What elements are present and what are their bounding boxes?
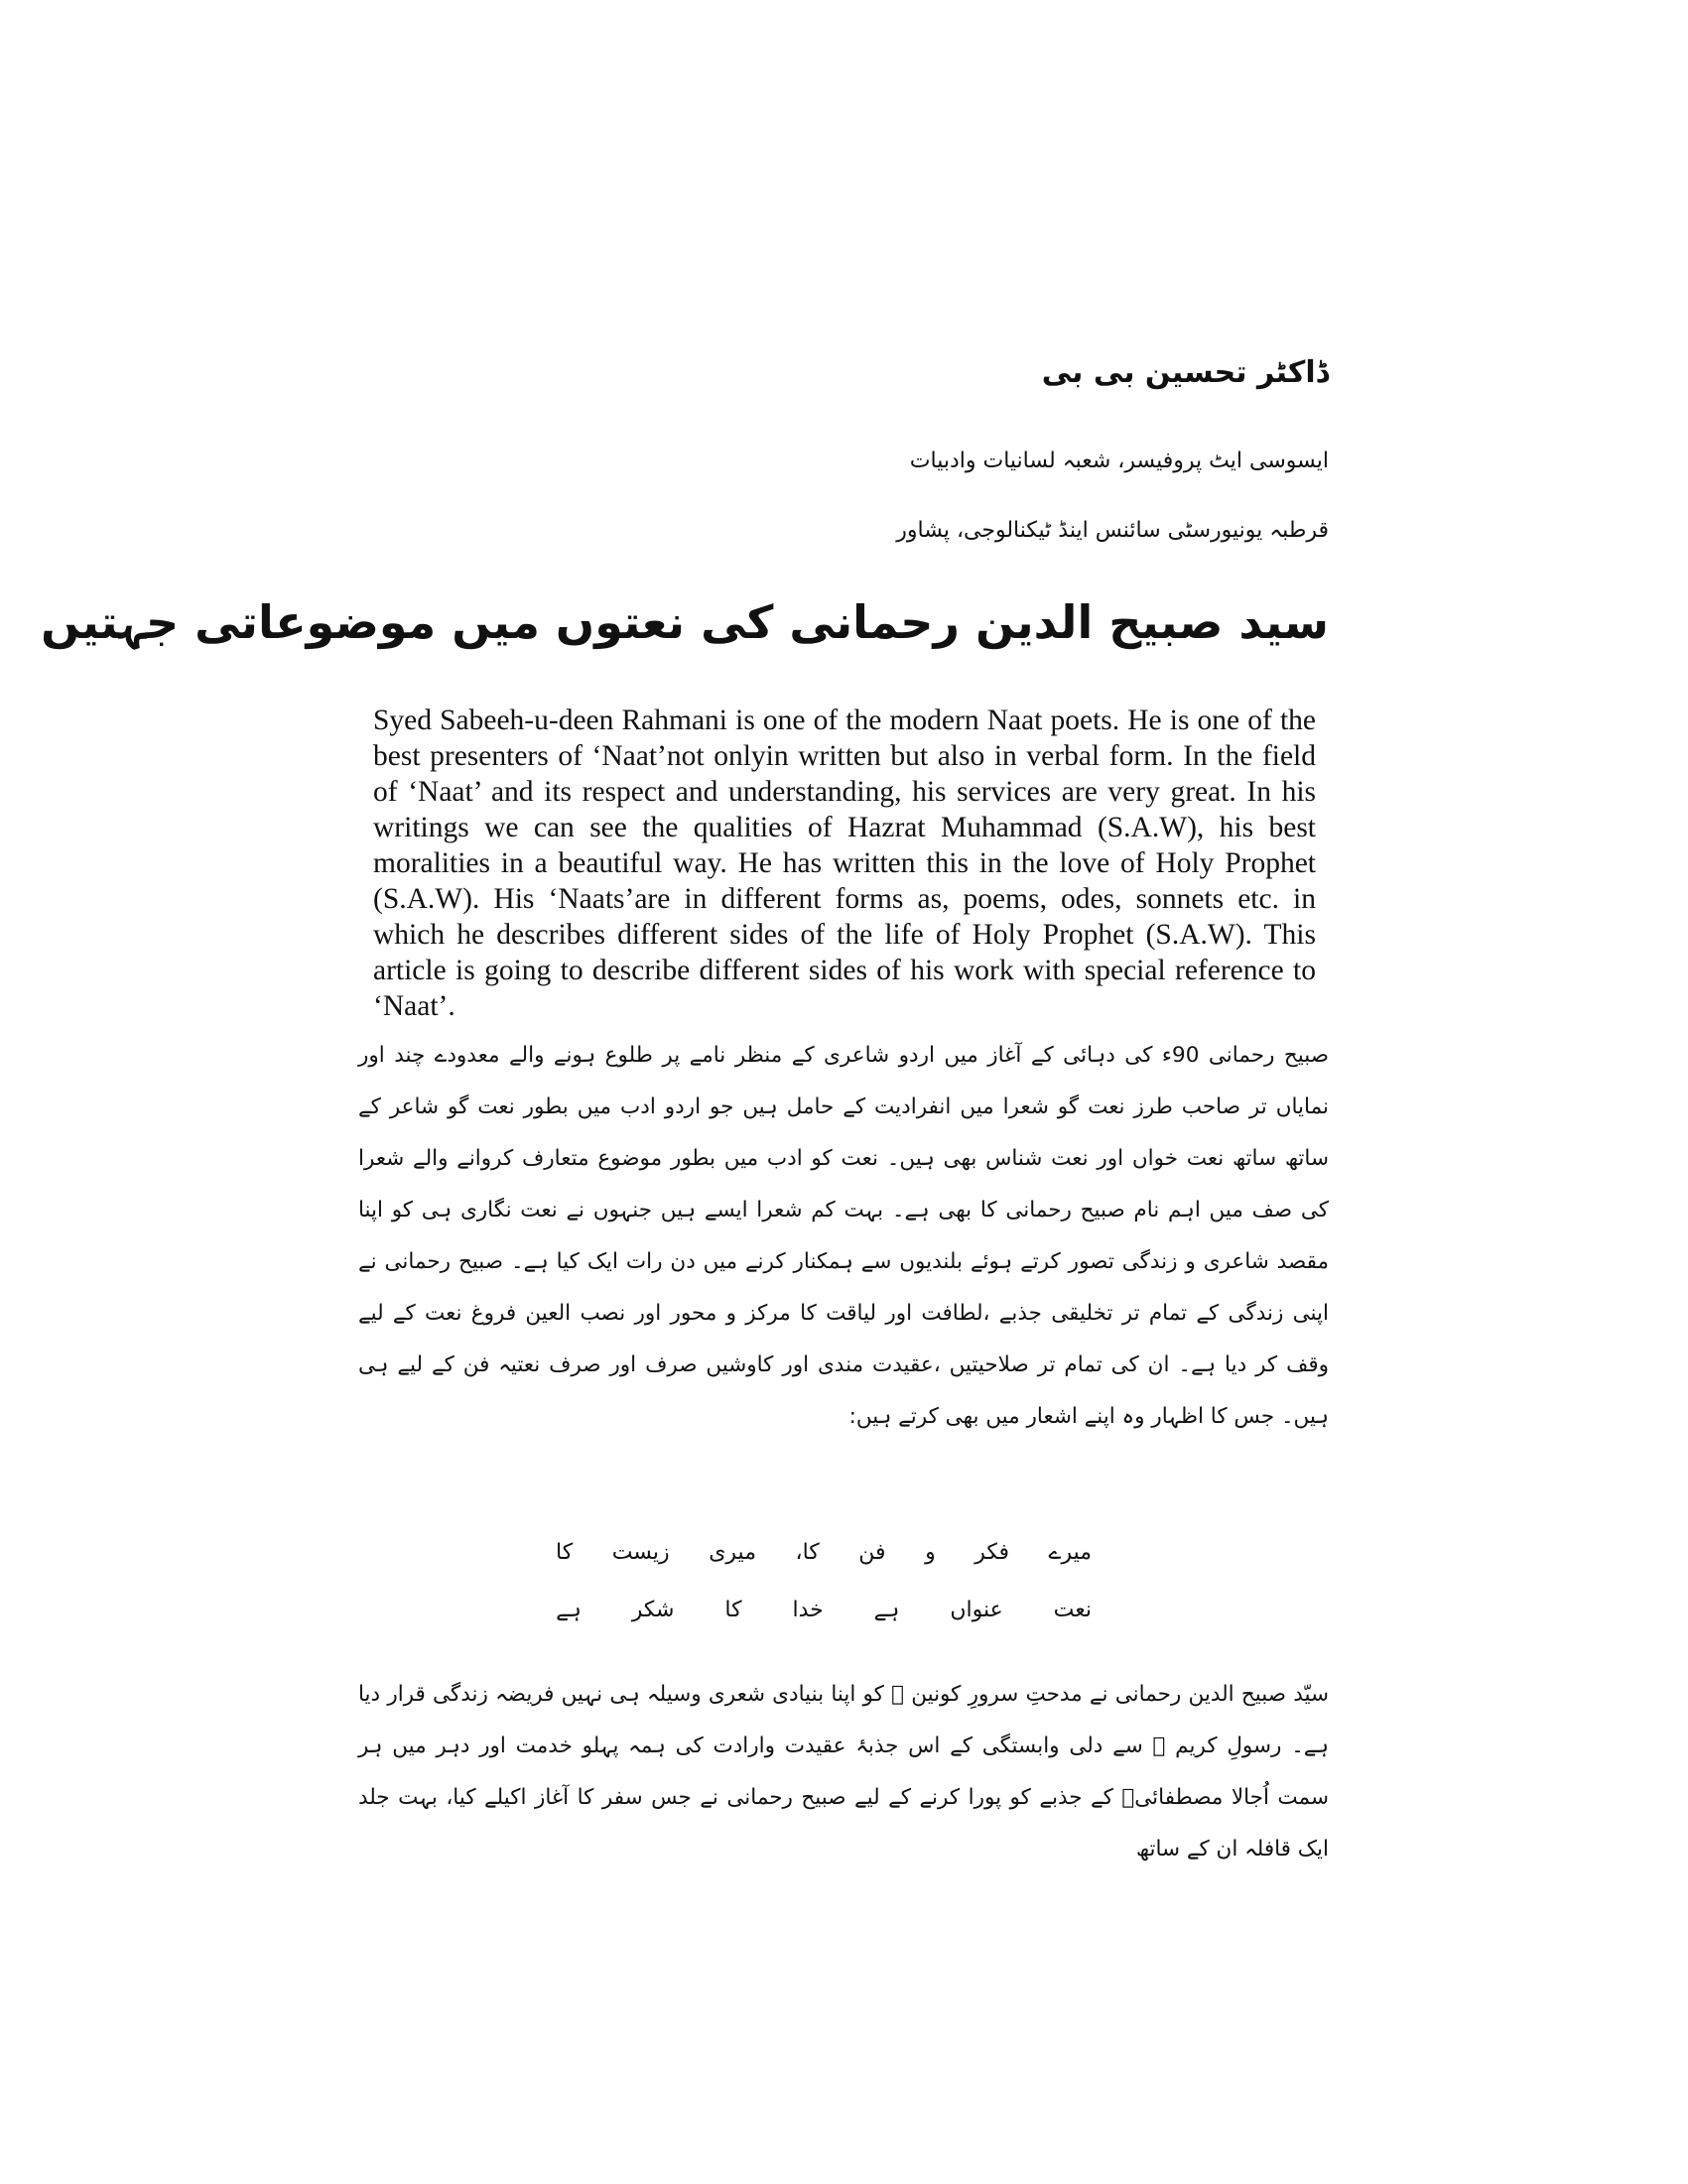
verse-word: فکر — [974, 1540, 1010, 1565]
verse-word: کا — [724, 1598, 742, 1622]
verse-word: خدا — [792, 1598, 824, 1622]
author-institution: قرطبہ یونیورسٹی سائنس اینڈ ٹیکنالوجی، پشاور — [896, 518, 1329, 543]
body-paragraph-1: صبیح رحمانی 90ء کی دہائی کے آغاز میں اردو شاعری کے منظر نامے پر طلوع ہونے والے معدودے چند اور نمایاں تر صاحب طرز نعت گو شعرا میں انفرادیت کے حامل ہیں جو اردو ادب میں بطور نعت گو شاعر کے ساتھ ساتھ نعت خواں اور نعت شناس بھی ہیں۔ نعت کو ادب میں بطور موضوع متعارف کروانے والے شعرا کی صف میں اہم نام صبیح رحمانی کا بھی ہے۔ بہت کم شعرا ایسے ہیں جنہوں نے نعت نگاری ہی کو اپنا مقصد شاعری و زندگی تصور کرتے ہوئے بلندیوں سے ہمکنار کرنے میں دن رات ایک کیا ہے۔ صبیح رحمانی نے اپنی زندگی کے تمام تر تخلیقی جذبے ،لطافت اور لیاقت کا مرکز و محور اور نصب العین فروغ نعت کے لیے وقف کر دیا ہے۔ ان کی تمام تر صلاحیتیں ،عقیدت مندی اور کاوشیں صرف اور صرف نعتیہ فن کے لیے ہی ہیں۔ جس کا اظہار وہ اپنے اشعار میں بھی کرتے ہیں: — [358, 1043, 1329, 1429]
verse-word: ہے — [556, 1598, 582, 1622]
verse-word: عنواں — [950, 1598, 1003, 1622]
verse-word: کا، — [795, 1540, 820, 1565]
author-designation: ایسوسی ایٹ پروفیسر، شعبہ لسانیات وادبیات — [909, 449, 1329, 473]
english-abstract: Syed Sabeeh-u-deen Rahmani is one of the modern Naat poets. He is one of the best presenters of ‘Naat’not onlyin written but also in verbal form. In the field of ‘Naat’ and its respect and understanding, his services are very great. In his writings we can see the qualities of Hazrat Muhammad (S.A.W), his best moralities in a beautiful way. He has written this in the love of Holy Prophet (S.A.W). His ‘Naats’are in different forms as, poems, odes, sonnets etc. in which he describes different sides of the life of Holy Prophet (S.A.W). This article is going to describe different sides of his work with special reference to ‘Naat’. — [373, 705, 1316, 1022]
verse-line-2 — [556, 1598, 1092, 1622]
verse-line-1 — [556, 1540, 1092, 1565]
verse-word: ہے — [873, 1598, 900, 1622]
verse-word: میری — [709, 1540, 756, 1565]
verse-word: و — [925, 1540, 936, 1565]
verse-word: نعت — [1053, 1598, 1092, 1622]
author-name: ڈاکٹر تحسین بی بی — [1041, 355, 1329, 390]
verse-word: میرے — [1048, 1540, 1092, 1565]
verse-word: کا — [556, 1540, 574, 1565]
verse-word: زیست — [611, 1540, 670, 1565]
verse-word: فن — [858, 1540, 886, 1565]
verse-word: شکر — [631, 1598, 675, 1622]
body-paragraph-2: سیّد صبیح الدین رحمانی نے مدحتِ سرورِ کونین ﷺ کو اپنا بنیادی شعری وسیلہ ہی نہیں فریضہ زندگی قرار دیا ہے۔ رسولِ کریم ﷺ سے دلی وابستگی کے اس جذبۂ عقیدت وارادت کی ہمہ پہلو خدمت اور دہر میں ہر سمت اُجالا مصطفائیؐ کے جذبے کو پورا کرنے کے لیے صبیح رحمانی نے جس سفر کا آغاز اکیلے کیا، بہت جلد ایک قافلہ ان کے ساتھ — [358, 1682, 1329, 1862]
article-title: سید صبیح الدین رحمانی کی نعتوں میں موضوعاتی جہتیں — [41, 595, 1329, 649]
